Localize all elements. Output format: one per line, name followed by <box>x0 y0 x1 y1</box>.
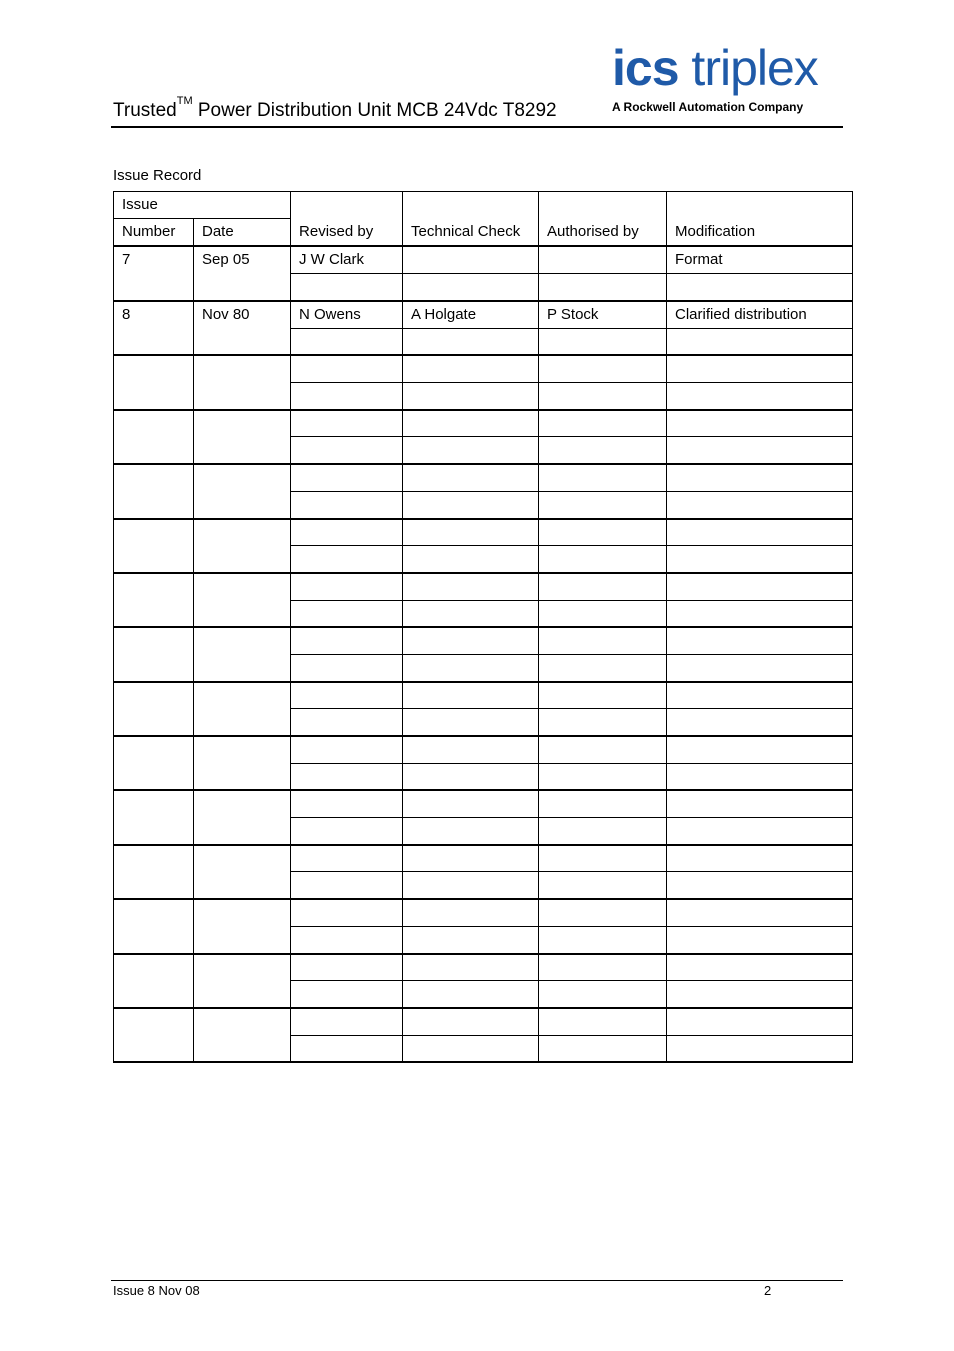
cell-date <box>194 519 291 573</box>
cell-revised-by <box>291 790 403 817</box>
cell-authorised-by-continuation <box>539 872 667 899</box>
cell-technical-check-continuation <box>403 1035 539 1062</box>
cell-technical-check <box>403 736 539 763</box>
cell-authorised-by <box>539 355 667 382</box>
cell-date <box>194 627 291 681</box>
cell-technical-check <box>403 627 539 654</box>
cell-technical-check <box>403 410 539 437</box>
cell-date <box>194 736 291 790</box>
cell-technical-check: A Holgate <box>403 301 539 329</box>
cell-modification <box>667 519 853 546</box>
table-row <box>114 519 853 546</box>
cell-modification <box>667 845 853 872</box>
cell-technical-check-continuation <box>403 328 539 355</box>
cell-technical-check <box>403 790 539 817</box>
trademark-superscript: TM <box>176 95 193 107</box>
table-row <box>114 736 853 763</box>
cell-modification <box>667 627 853 654</box>
cell-revised-by-continuation <box>291 328 403 355</box>
cell-modification-continuation <box>667 328 853 355</box>
header-divider <box>111 126 843 128</box>
col-header-technical-check: Technical Check <box>403 192 539 247</box>
cell-technical-check <box>403 519 539 546</box>
cell-technical-check-continuation <box>403 546 539 573</box>
cell-revised-by <box>291 464 403 491</box>
footer-issue: Issue 8 Nov 08 <box>113 1283 200 1298</box>
cell-revised-by-continuation <box>291 383 403 410</box>
cell-date <box>194 682 291 736</box>
cell-authorised-by-continuation <box>539 763 667 790</box>
cell-modification <box>667 355 853 382</box>
cell-technical-check <box>403 573 539 600</box>
cell-revised-by <box>291 410 403 437</box>
cell-revised-by <box>291 899 403 926</box>
cell-authorised-by <box>539 736 667 763</box>
cell-revised-by-continuation <box>291 491 403 518</box>
table-caption: Issue Record <box>113 167 202 184</box>
cell-revised-by <box>291 954 403 981</box>
cell-modification: Clarified distribution <box>667 301 853 329</box>
cell-revised-by <box>291 845 403 872</box>
cell-technical-check <box>403 682 539 709</box>
cell-technical-check <box>403 1008 539 1035</box>
cell-modification <box>667 790 853 817</box>
cell-technical-check-continuation <box>403 709 539 736</box>
cell-revised-by-continuation <box>291 981 403 1008</box>
table-row <box>114 845 853 872</box>
cell-revised-by: N Owens <box>291 301 403 329</box>
cell-revised-by <box>291 736 403 763</box>
cell-authorised-by-continuation <box>539 926 667 953</box>
cell-revised-by-continuation <box>291 818 403 845</box>
cell-technical-check <box>403 464 539 491</box>
logo-wordmark <box>612 42 818 94</box>
ics-triplex-logo <box>612 42 844 122</box>
col-header-number: Number <box>114 219 194 247</box>
cell-date: Nov 80 <box>194 301 291 356</box>
cell-authorised-by <box>539 899 667 926</box>
cell-revised-by-continuation <box>291 274 403 301</box>
cell-authorised-by <box>539 1008 667 1035</box>
cell-modification-continuation <box>667 437 853 464</box>
cell-date <box>194 573 291 627</box>
issue-record-table <box>113 191 853 1063</box>
cell-modification-continuation <box>667 600 853 627</box>
cell-authorised-by <box>539 790 667 817</box>
cell-technical-check-continuation <box>403 491 539 518</box>
cell-date <box>194 464 291 518</box>
col-header-revised-by: Revised by <box>291 219 403 247</box>
cell-revised-by <box>291 519 403 546</box>
cell-technical-check <box>403 246 539 274</box>
table-row <box>114 573 853 600</box>
cell-modification-continuation <box>667 709 853 736</box>
cell-authorised-by-continuation <box>539 437 667 464</box>
title-rest: Power Distribution Unit MCB 24Vdc T8292 <box>192 100 557 121</box>
table-row <box>114 410 853 437</box>
cell-technical-check <box>403 954 539 981</box>
cell-date <box>194 355 291 409</box>
cell-modification <box>667 954 853 981</box>
table-row <box>114 1008 853 1035</box>
cell-technical-check-continuation <box>403 654 539 681</box>
cell-revised-by-continuation <box>291 763 403 790</box>
col-header-authorised-by: Authorised by <box>539 192 667 247</box>
cell-modification-continuation <box>667 654 853 681</box>
cell-modification <box>667 682 853 709</box>
cell-authorised-by-continuation <box>539 491 667 518</box>
cell-authorised-by <box>539 410 667 437</box>
cell-authorised-by <box>539 573 667 600</box>
cell-authorised-by <box>539 845 667 872</box>
cell-modification <box>667 464 853 491</box>
table-row <box>114 246 853 274</box>
cell-authorised-by <box>539 464 667 491</box>
cell-modification <box>667 410 853 437</box>
cell-modification: Format <box>667 246 853 274</box>
table-row <box>114 954 853 981</box>
page-number: 2 <box>764 1283 772 1298</box>
cell-number <box>114 845 194 899</box>
cell-technical-check-continuation <box>403 981 539 1008</box>
table-row <box>114 464 853 491</box>
logo-triplex: triplex <box>691 40 818 96</box>
cell-number <box>114 682 194 736</box>
cell-authorised-by-continuation <box>539 818 667 845</box>
cell-number: 8 <box>114 301 194 356</box>
cell-date <box>194 899 291 953</box>
cell-modification-continuation <box>667 818 853 845</box>
cell-technical-check-continuation <box>403 872 539 899</box>
cell-number <box>114 464 194 518</box>
document-title <box>113 95 557 122</box>
cell-revised-by-continuation <box>291 600 403 627</box>
cell-number <box>114 790 194 844</box>
table-row <box>114 682 853 709</box>
col-header-modification: Modification <box>667 192 853 247</box>
table-row <box>114 301 853 329</box>
cell-technical-check-continuation <box>403 274 539 301</box>
cell-technical-check-continuation <box>403 926 539 953</box>
cell-revised-by <box>291 1008 403 1035</box>
cell-modification <box>667 899 853 926</box>
issue-group-header: Issue <box>114 192 291 219</box>
cell-revised-by-continuation <box>291 709 403 736</box>
cell-revised-by <box>291 682 403 709</box>
cell-revised-by-continuation <box>291 872 403 899</box>
cell-revised-by: J W Clark <box>291 246 403 274</box>
cell-technical-check-continuation <box>403 437 539 464</box>
cell-modification-continuation <box>667 274 853 301</box>
cell-technical-check-continuation <box>403 383 539 410</box>
cell-authorised-by-continuation <box>539 546 667 573</box>
cell-authorised-by-continuation <box>539 274 667 301</box>
cell-authorised-by-continuation <box>539 654 667 681</box>
cell-number <box>114 573 194 627</box>
cell-modification-continuation <box>667 1035 853 1062</box>
cell-revised-by <box>291 573 403 600</box>
cell-authorised-by-continuation <box>539 328 667 355</box>
table-row <box>114 790 853 817</box>
cell-technical-check-continuation <box>403 763 539 790</box>
cell-authorised-by-continuation <box>539 1035 667 1062</box>
cell-authorised-by <box>539 246 667 274</box>
table-row <box>114 627 853 654</box>
cell-modification-continuation <box>667 926 853 953</box>
col-header-date: Date <box>194 219 291 247</box>
cell-date <box>194 954 291 1008</box>
cell-authorised-by <box>539 954 667 981</box>
cell-revised-by-continuation <box>291 1035 403 1062</box>
cell-date: Sep 05 <box>194 246 291 301</box>
cell-modification-continuation <box>667 981 853 1008</box>
cell-authorised-by: P Stock <box>539 301 667 329</box>
cell-date <box>194 410 291 464</box>
cell-modification-continuation <box>667 491 853 518</box>
cell-technical-check-continuation <box>403 600 539 627</box>
cell-number <box>114 899 194 953</box>
cell-authorised-by-continuation <box>539 981 667 1008</box>
cell-modification <box>667 573 853 600</box>
header-spacer-cell <box>291 192 403 219</box>
cell-revised-by <box>291 355 403 382</box>
table-row <box>114 899 853 926</box>
cell-authorised-by <box>539 682 667 709</box>
cell-authorised-by-continuation <box>539 600 667 627</box>
table-row <box>114 355 853 382</box>
cell-number <box>114 736 194 790</box>
footer-divider <box>111 1280 843 1281</box>
cell-number <box>114 519 194 573</box>
cell-number <box>114 355 194 409</box>
cell-date <box>194 790 291 844</box>
cell-revised-by-continuation <box>291 437 403 464</box>
cell-modification-continuation <box>667 383 853 410</box>
cell-authorised-by <box>539 519 667 546</box>
cell-date <box>194 845 291 899</box>
cell-modification-continuation <box>667 546 853 573</box>
cell-technical-check <box>403 845 539 872</box>
cell-technical-check <box>403 355 539 382</box>
cell-technical-check <box>403 899 539 926</box>
logo-tagline: A Rockwell Automation Company <box>612 100 804 114</box>
cell-number <box>114 954 194 1008</box>
table-header-row <box>114 192 853 219</box>
cell-number <box>114 1008 194 1062</box>
cell-number <box>114 410 194 464</box>
cell-revised-by <box>291 627 403 654</box>
cell-number <box>114 627 194 681</box>
cell-number: 7 <box>114 246 194 301</box>
cell-modification <box>667 736 853 763</box>
cell-technical-check-continuation <box>403 818 539 845</box>
title-prefix: Trusted <box>113 100 177 121</box>
cell-modification-continuation <box>667 872 853 899</box>
cell-authorised-by-continuation <box>539 709 667 736</box>
cell-modification-continuation <box>667 763 853 790</box>
logo-ics: ics <box>612 40 679 96</box>
cell-date <box>194 1008 291 1062</box>
cell-revised-by-continuation <box>291 546 403 573</box>
cell-authorised-by <box>539 627 667 654</box>
cell-revised-by-continuation <box>291 654 403 681</box>
cell-revised-by-continuation <box>291 926 403 953</box>
cell-authorised-by-continuation <box>539 383 667 410</box>
cell-modification <box>667 1008 853 1035</box>
